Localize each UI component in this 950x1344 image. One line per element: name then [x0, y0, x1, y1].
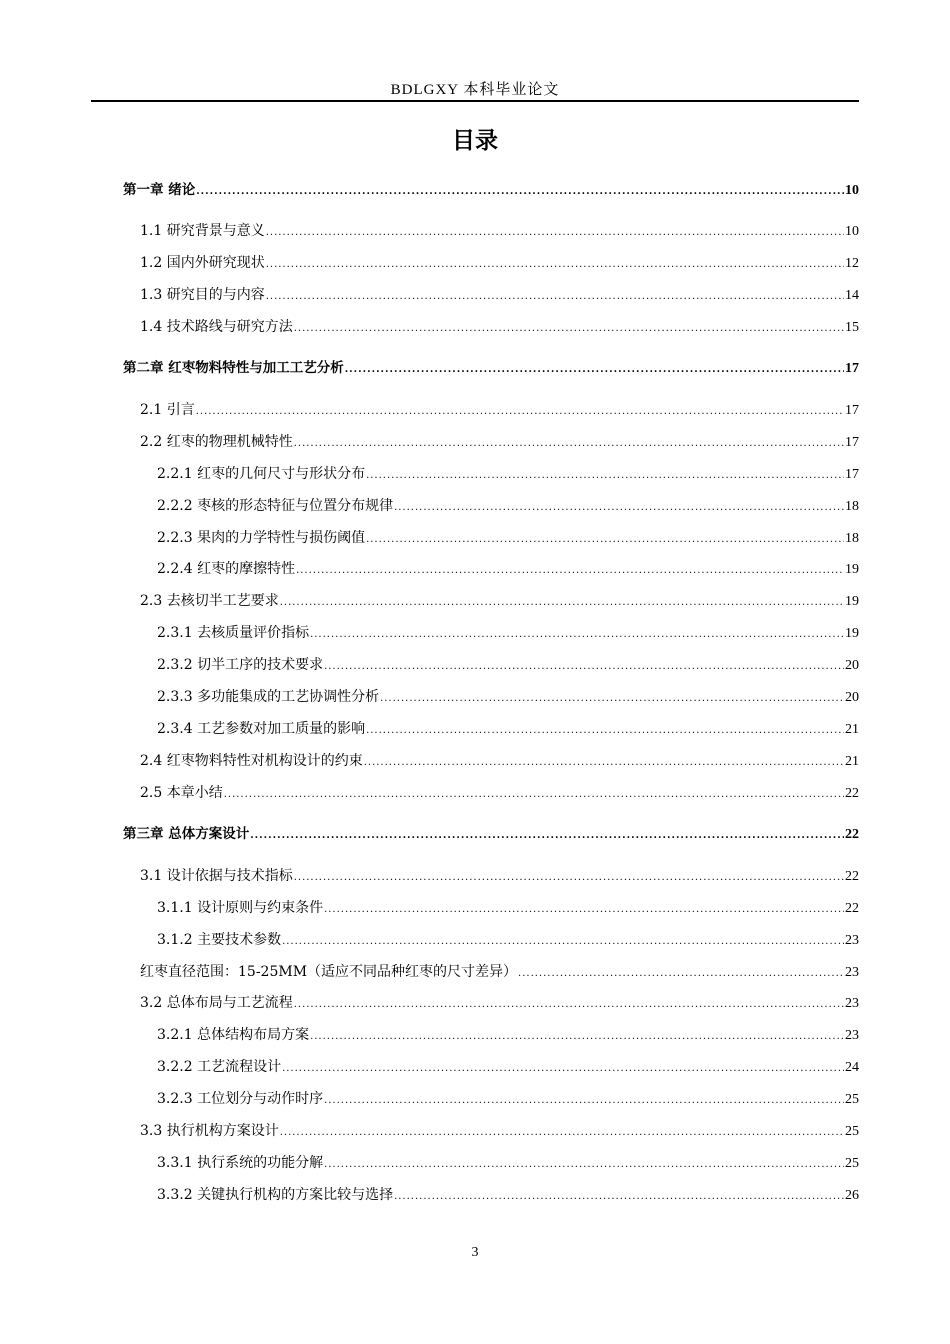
toc-entry[interactable]: [157, 559, 859, 579]
toc-entry-title: 2.2.2 枣核的形态特征与位置分布规律: [157, 498, 394, 514]
dot-leader: [324, 900, 844, 920]
page-number: 3: [471, 1245, 479, 1260]
toc-entry-page: 18: [845, 531, 859, 546]
toc-entry-title: 3.3.1 执行系统的功能分解: [157, 1155, 324, 1171]
toc-entry[interactable]: [140, 1121, 859, 1141]
toc-entry[interactable]: [140, 221, 859, 241]
toc-entry-title: 2.3.2 切半工序的技术要求: [157, 657, 324, 673]
toc-entry-title: 3.3 执行机构方案设计: [140, 1123, 279, 1139]
toc-title: 目录: [452, 128, 498, 154]
toc-entry-title: 2.5 本章小结: [140, 785, 223, 801]
toc-entry-page: 23: [845, 996, 859, 1011]
toc-entry[interactable]: [140, 993, 859, 1013]
toc-entry-page: 15: [845, 320, 859, 335]
toc-entry[interactable]: [157, 1153, 859, 1173]
toc-entry-page: 14: [845, 288, 859, 303]
toc-entry[interactable]: [140, 591, 859, 611]
toc-entry-page: 17: [845, 467, 859, 482]
toc-entry-title: 3.1.1 设计原则与约束条件: [157, 900, 324, 916]
toc-entry[interactable]: [140, 432, 859, 452]
toc-entry[interactable]: [157, 898, 859, 918]
toc-entry-page: 26: [845, 1188, 859, 1203]
toc-entry-page: 20: [845, 658, 859, 673]
toc-entry-page: 25: [845, 1156, 859, 1171]
toc-entry[interactable]: [123, 180, 859, 200]
toc-entry[interactable]: [157, 1057, 859, 1077]
toc-entry-page: 24: [845, 1060, 859, 1075]
toc-entry-page: 21: [845, 722, 859, 737]
toc-entry-title: 3.1.2 主要技术参数: [157, 932, 282, 948]
dot-leader: [266, 287, 844, 307]
dot-leader: [250, 826, 844, 846]
toc-entry-title: 2.2.1 红枣的几何尺寸与形状分布: [157, 466, 366, 482]
dot-leader: [294, 319, 844, 339]
toc-entry-page: 21: [845, 754, 859, 769]
toc-entry-page: 18: [845, 499, 859, 514]
toc-entry-title: 3.1 设计依据与技术指标: [140, 868, 293, 884]
dot-leader: [366, 466, 844, 486]
toc-entry[interactable]: [157, 464, 859, 484]
toc-entry[interactable]: [157, 719, 859, 739]
toc-entry-page: 17: [845, 361, 859, 376]
dot-leader: [366, 530, 844, 550]
toc-entry-page: 12: [845, 256, 859, 271]
toc-entry-title: 第三章 总体方案设计: [123, 826, 250, 842]
toc-entry-title: 第一章 绪论: [123, 182, 196, 198]
dot-leader: [294, 434, 844, 454]
toc-entry-title: 第二章 红枣物料特性与加工工艺分析: [123, 360, 344, 376]
dot-leader: [366, 721, 844, 741]
toc-entry-page: 19: [845, 594, 859, 609]
toc-entry[interactable]: [140, 962, 859, 982]
toc-entry-page: 17: [845, 403, 859, 418]
toc-entry-title: 2.3 去核切半工艺要求: [140, 593, 279, 609]
toc-entry-title: 2.2.3 果肉的力学特性与损伤阈值: [157, 530, 366, 546]
toc-entry-title: 2.2 红枣的物理机械特性: [140, 434, 293, 450]
toc-entry-page: 25: [845, 1124, 859, 1139]
dot-leader: [196, 182, 844, 202]
dot-leader: [294, 868, 844, 888]
dot-leader: [296, 561, 844, 581]
toc-entry[interactable]: [157, 655, 859, 675]
toc-entry-page: 19: [845, 626, 859, 641]
dot-leader: [280, 593, 844, 613]
toc-entry-title: 2.1 引言: [140, 402, 195, 418]
dot-leader: [224, 785, 844, 805]
dot-leader: [380, 689, 844, 709]
toc-entry-title: 红枣直径范围：15-25MM（适应不同品种红枣的尺寸差异）: [140, 964, 518, 980]
toc-entry[interactable]: [157, 528, 859, 548]
toc-entry-page: 17: [845, 435, 859, 450]
dot-leader: [282, 932, 844, 952]
dot-leader: [364, 753, 844, 773]
dot-leader: [310, 625, 844, 645]
toc-entry[interactable]: [140, 253, 859, 273]
toc-entry-page: 22: [845, 901, 859, 916]
running-header: BDLGXY 本科毕业论文: [390, 82, 560, 98]
toc-entry-title: 2.3.1 去核质量评价指标: [157, 625, 310, 641]
toc-entry-page: 25: [845, 1092, 859, 1107]
toc-entry-page: 23: [845, 1028, 859, 1043]
toc-entry[interactable]: [157, 1025, 859, 1045]
toc-entry[interactable]: [123, 824, 859, 844]
toc-entry-title: 1.1 研究背景与意义: [140, 223, 265, 239]
dot-leader: [394, 1187, 844, 1207]
toc-entry-page: 10: [845, 183, 859, 198]
toc-entry[interactable]: [140, 783, 859, 803]
dot-leader: [324, 1091, 844, 1111]
dot-leader: [324, 657, 844, 677]
toc-entry[interactable]: [157, 496, 859, 516]
toc-entry-title: 1.2 国内外研究现状: [140, 255, 265, 271]
toc-entry[interactable]: [140, 866, 859, 886]
toc-entry-title: 3.2.2 工艺流程设计: [157, 1059, 282, 1075]
toc-entry[interactable]: [157, 1185, 859, 1205]
toc-entry[interactable]: [157, 930, 859, 950]
dot-leader: [518, 964, 844, 984]
toc-entry-page: 23: [845, 965, 859, 980]
toc-entry[interactable]: [123, 358, 859, 378]
dot-leader: [394, 498, 844, 518]
toc-entry-title: 2.4 红枣物料特性对机构设计的约束: [140, 753, 363, 769]
toc-entry[interactable]: [140, 400, 859, 420]
toc-entry-title: 2.2.4 红枣的摩擦特性: [157, 561, 296, 577]
toc-entry-title: 2.3.3 多功能集成的工艺协调性分析: [157, 689, 380, 705]
toc-entry[interactable]: [157, 623, 859, 643]
toc-entry-page: 22: [845, 827, 859, 842]
toc-entry-page: 19: [845, 562, 859, 577]
dot-leader: [324, 1155, 844, 1175]
toc-entry-title: 3.2 总体布局与工艺流程: [140, 995, 293, 1011]
dot-leader: [310, 1027, 844, 1047]
toc-entry-title: 1.4 技术路线与研究方法: [140, 319, 293, 335]
toc-entry-title: 3.3.2 关键执行机构的方案比较与选择: [157, 1187, 394, 1203]
toc-entry-page: 22: [845, 869, 859, 884]
toc-entry-page: 23: [845, 933, 859, 948]
toc-entry[interactable]: [140, 317, 859, 337]
dot-leader: [282, 1059, 844, 1079]
toc-entry-page: 20: [845, 690, 859, 705]
toc-entry-title: 3.2.3 工位划分与动作时序: [157, 1091, 324, 1107]
dot-leader: [196, 402, 844, 422]
dot-leader: [266, 255, 844, 275]
dot-leader: [294, 995, 844, 1015]
toc-entry[interactable]: [140, 285, 859, 305]
toc-entry[interactable]: [157, 1089, 859, 1109]
toc-entry[interactable]: [157, 687, 859, 707]
dot-leader: [266, 223, 844, 243]
toc-entry-title: 3.2.1 总体结构布局方案: [157, 1027, 310, 1043]
toc-entry-page: 10: [845, 224, 859, 239]
toc-entry[interactable]: [140, 751, 859, 771]
toc-entry-title: 1.3 研究目的与内容: [140, 287, 265, 303]
toc-entry-title: 2.3.4 工艺参数对加工质量的影响: [157, 721, 366, 737]
toc-entry-page: 22: [845, 786, 859, 801]
dot-leader: [345, 360, 844, 380]
dot-leader: [280, 1123, 844, 1143]
